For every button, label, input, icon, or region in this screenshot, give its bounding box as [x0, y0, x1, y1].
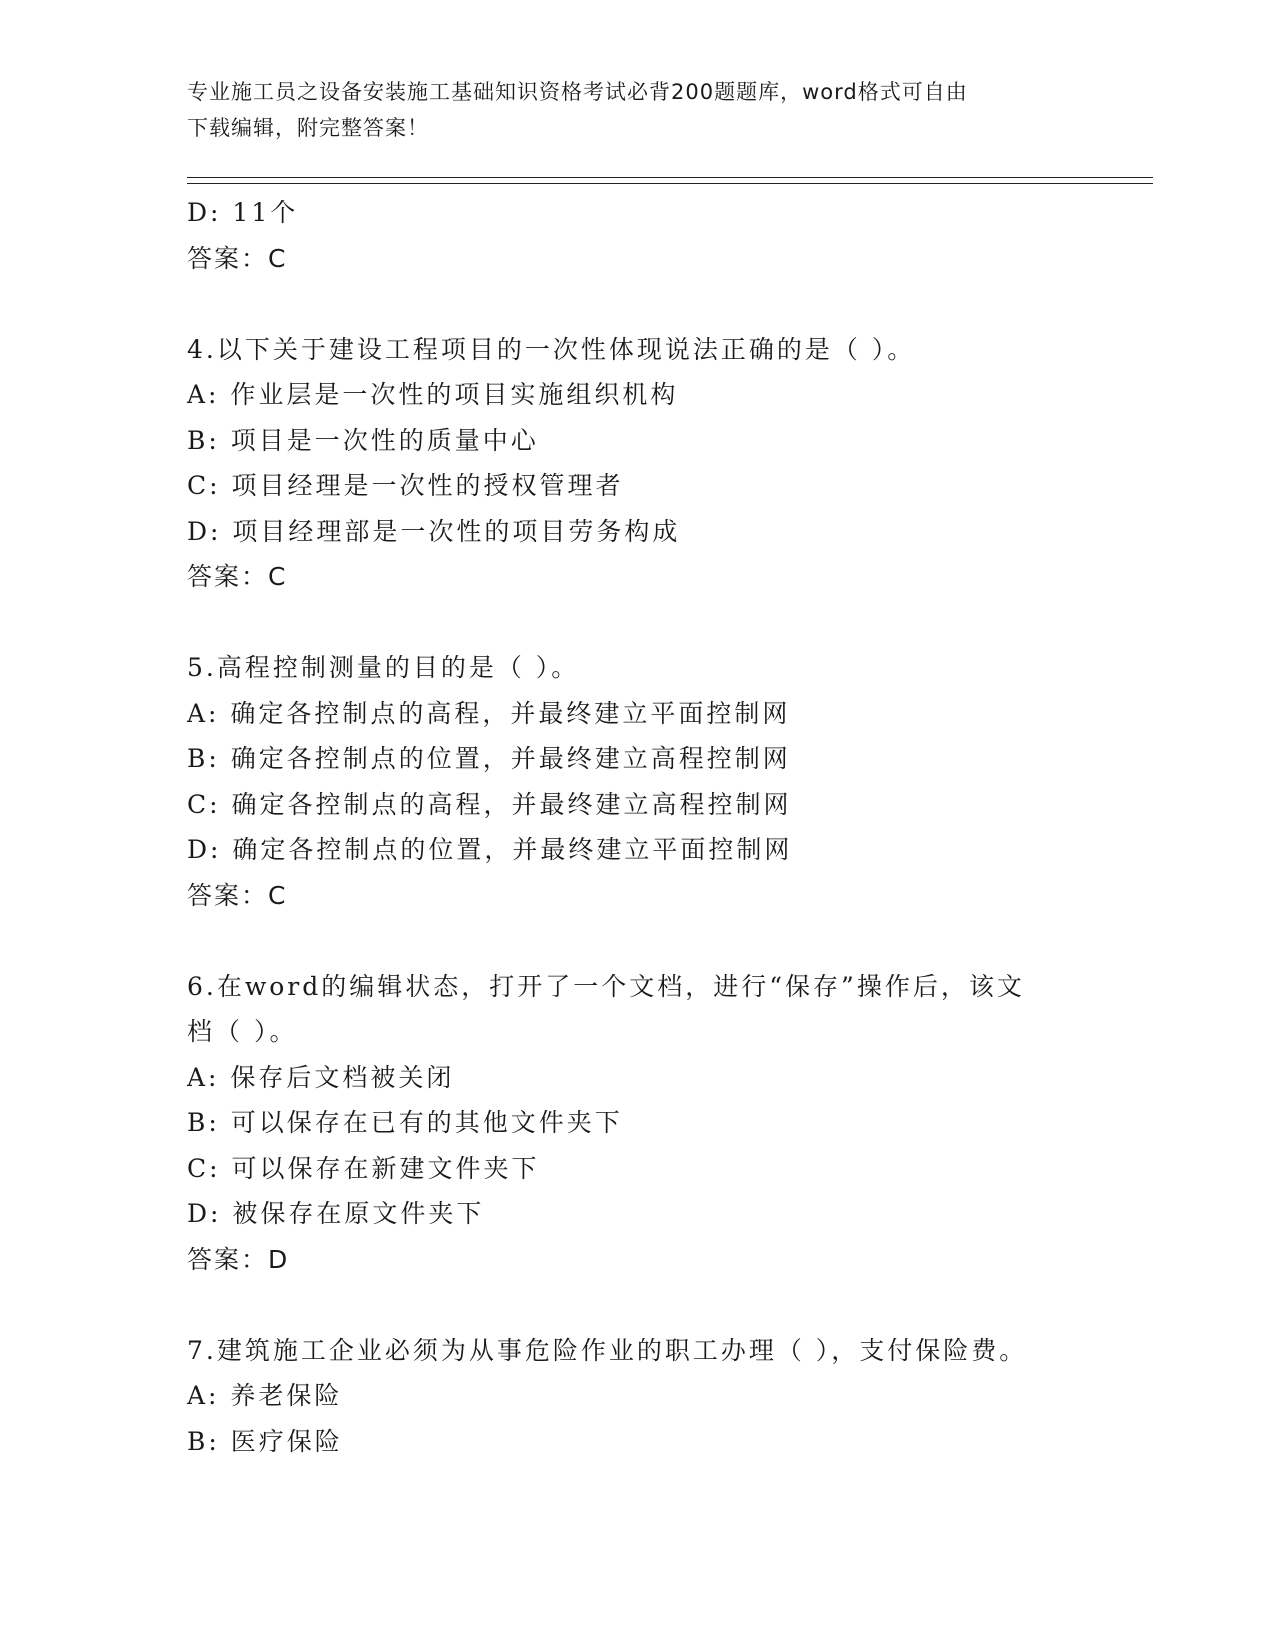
header-line-1: 专业施工员之设备安装施工基础知识资格考试必背200题题库，word格式可自由	[187, 80, 968, 104]
option-line: B: 可以保存在已有的其他文件夹下	[187, 1108, 623, 1137]
option-line: A: 养老保险	[187, 1381, 343, 1410]
option-line: C: 项目经理是一次性的授权管理者	[187, 471, 624, 500]
option-line: C: 可以保存在新建文件夹下	[187, 1153, 540, 1183]
option-line: A: 作业层是一次性的项目实施组织机构	[187, 380, 679, 409]
question-line: 4.以下关于建设工程项目的一次性体现说法正确的是（ ）。	[187, 334, 916, 364]
header-divider-top	[187, 177, 1153, 178]
option-line: D: 项目经理部是一次性的项目劳务构成	[187, 516, 681, 546]
option-line: A: 保存后文档被关闭	[187, 1062, 455, 1092]
answer-line: 答案：C	[187, 880, 288, 910]
question-line: 7.建筑施工企业必须为从事危险作业的职工办理（ ），支付保险费。	[187, 1335, 1028, 1365]
spacer	[187, 600, 1087, 646]
answer-line: 答案：D	[187, 1244, 290, 1274]
answer-line: 答案：C	[187, 562, 288, 591]
option-line: D: 11个	[187, 198, 299, 227]
option-line: C: 确定各控制点的高程，并最终建立高程控制网	[187, 789, 792, 819]
option-line: A: 确定各控制点的高程，并最终建立平面控制网	[187, 698, 791, 728]
option-line: B: 项目是一次性的质量中心	[187, 425, 539, 455]
header-line-2: 下载编辑，附完整答案！	[187, 116, 429, 140]
question-content	[187, 190, 1087, 1464]
option-line: B: 医疗保险	[187, 1426, 343, 1456]
option-line: D: 被保存在原文件夹下	[187, 1199, 485, 1228]
option-line: B: 确定各控制点的位置，并最终建立高程控制网	[187, 744, 791, 773]
spacer	[187, 281, 1087, 327]
question-line: 6.在word的编辑状态，打开了一个文档，进行“保存”操作后，该文	[187, 971, 1025, 1001]
spacer	[187, 1282, 1087, 1328]
header-divider-bottom	[187, 183, 1153, 184]
document-header	[187, 74, 1087, 146]
option-line: D: 确定各控制点的位置，并最终建立平面控制网	[187, 835, 793, 864]
question-line: 5.高程控制测量的目的是（ ）。	[187, 653, 580, 682]
question-line: 档（ ）。	[187, 1017, 298, 1046]
answer-line: 答案：C	[187, 243, 288, 273]
spacer	[187, 918, 1087, 964]
